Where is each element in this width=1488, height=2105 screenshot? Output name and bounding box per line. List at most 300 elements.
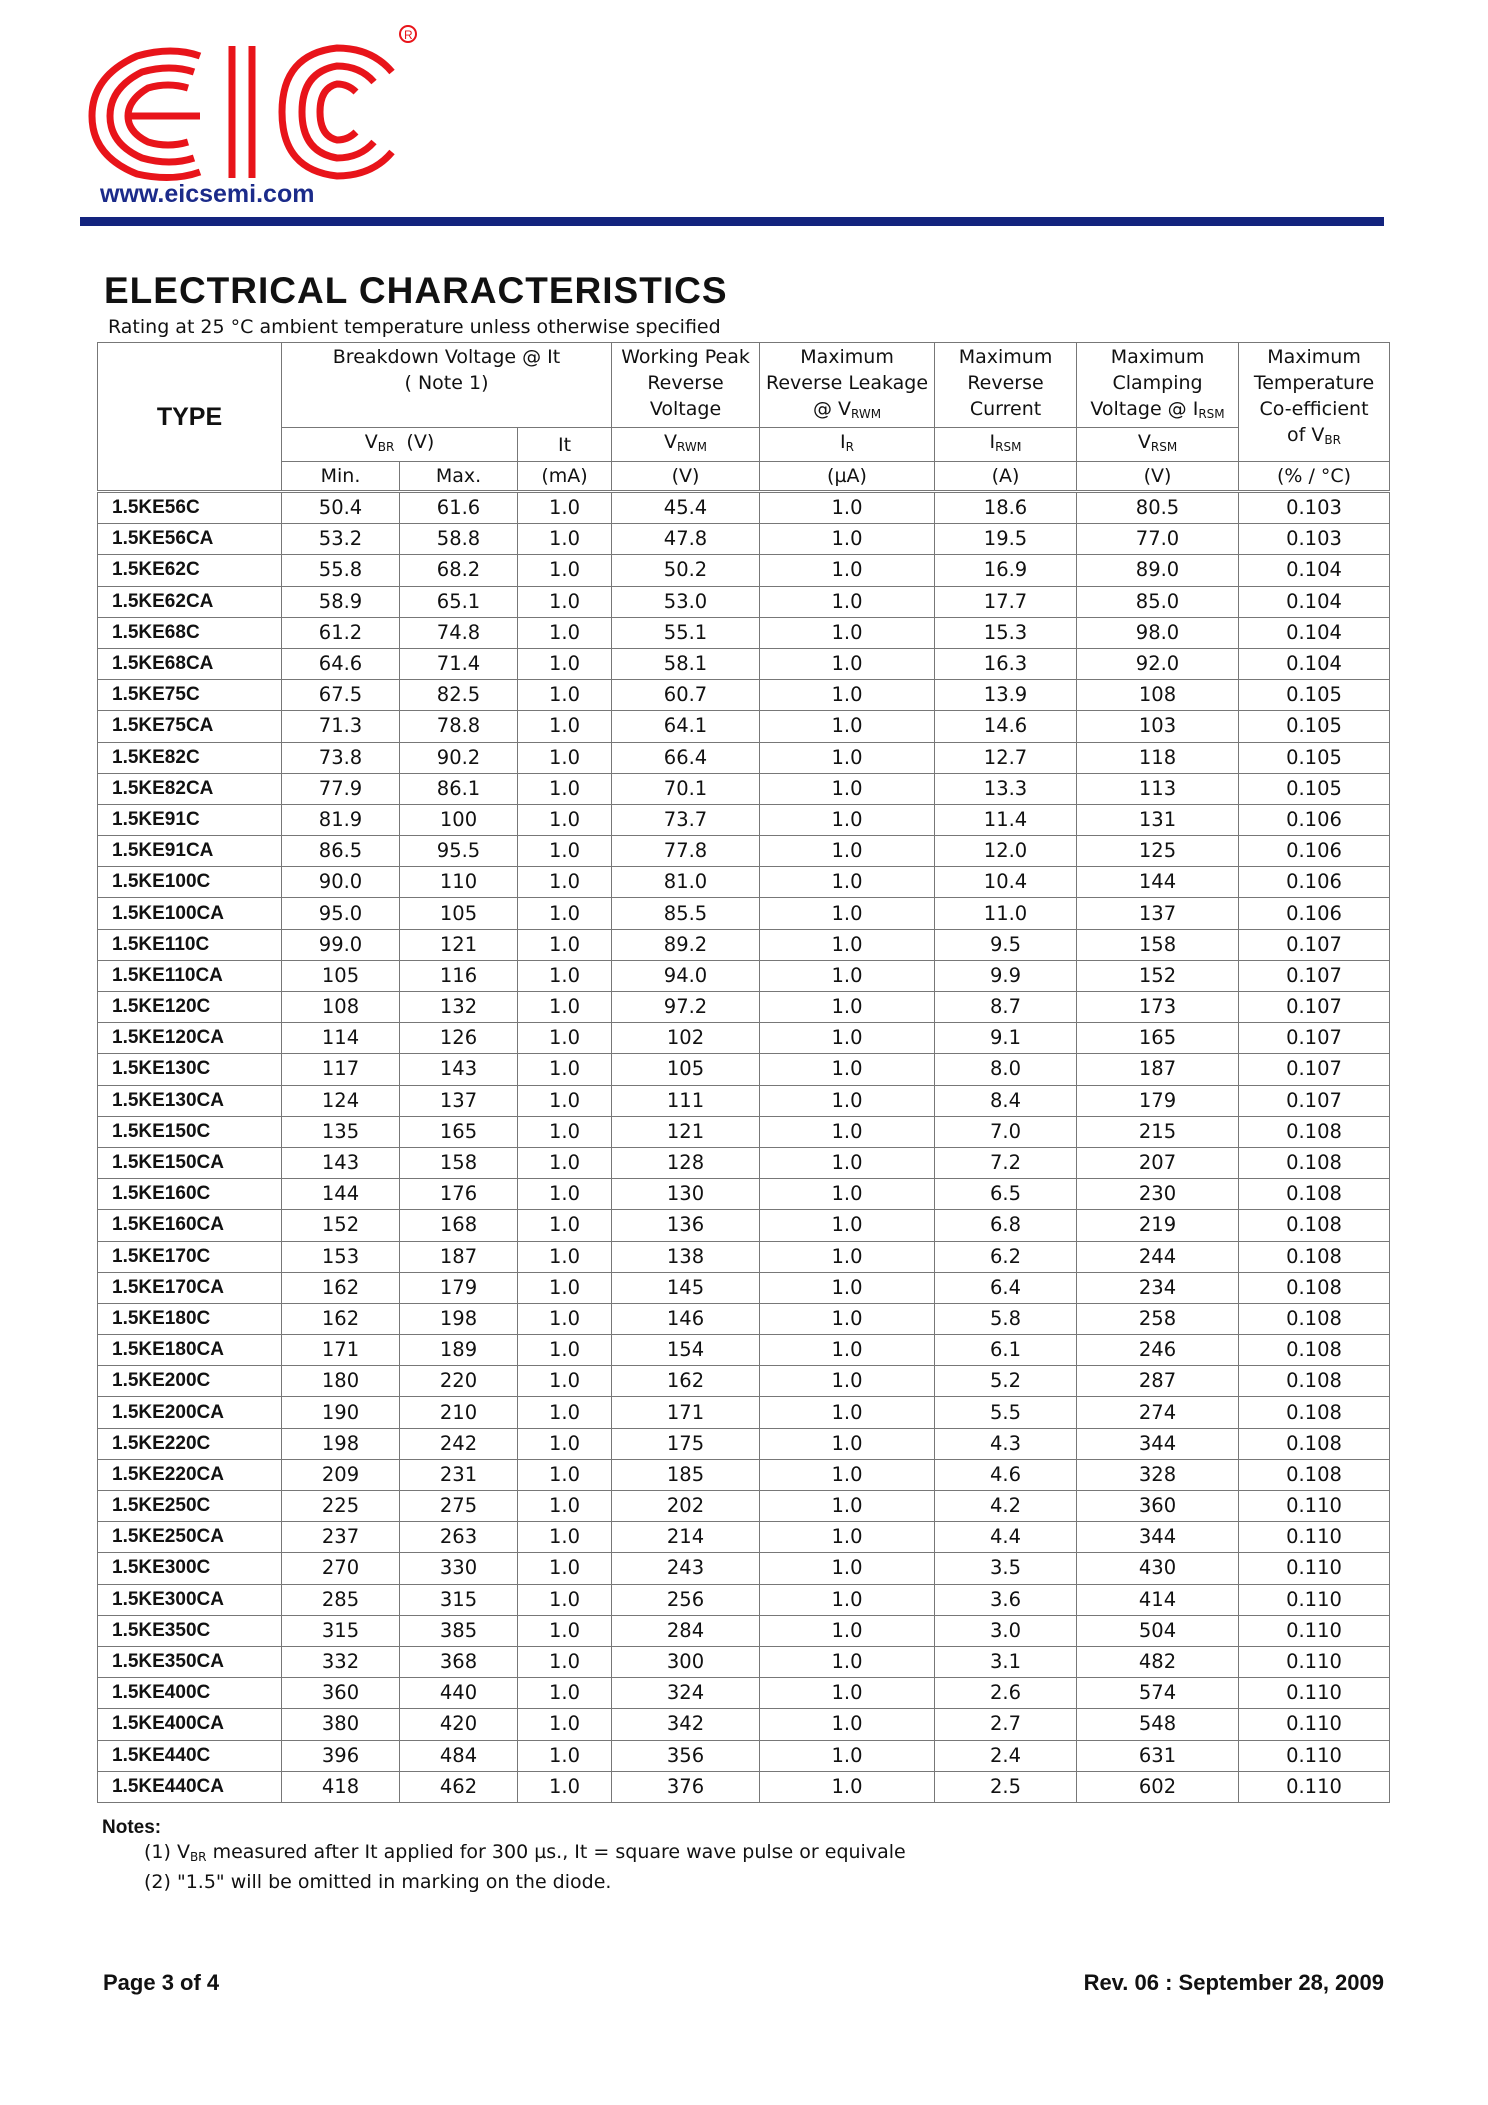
cell-it: 1.0	[518, 1428, 612, 1459]
cell-temp-coef: 0.104	[1239, 648, 1390, 679]
cell-vbr-max: 462	[400, 1771, 518, 1802]
table-header	[97, 342, 1390, 491]
cell-vbr-max: 110	[400, 867, 518, 898]
cell-ir: 1.0	[760, 617, 935, 648]
table-row	[98, 711, 1390, 742]
cell-vrsm: 360	[1077, 1491, 1239, 1522]
cell-vrwm: 66.4	[612, 742, 760, 773]
cell-ir: 1.0	[760, 1054, 935, 1085]
header-vrsm: $V_{RSM}$	[1077, 428, 1239, 462]
note-2: (2) "1.5" will be omitted in marking on the diode.	[144, 1871, 612, 1893]
cell-vbr-min: 77.9	[282, 773, 400, 804]
cell-irsm: 2.6	[935, 1678, 1077, 1709]
cell-vrsm: 215	[1077, 1116, 1239, 1147]
cell-it: 1.0	[518, 524, 612, 555]
cell-type: 1.5KE82CA	[98, 773, 282, 804]
page-title: ELECTRICAL CHARACTERISTICS	[104, 270, 728, 311]
cell-temp-coef: 0.108	[1239, 1397, 1390, 1428]
cell-vbr-min: 237	[282, 1522, 400, 1553]
cell-irsm: 4.3	[935, 1428, 1077, 1459]
table-row	[98, 1179, 1390, 1210]
table-row	[98, 742, 1390, 773]
cell-type: 1.5KE250C	[98, 1491, 282, 1522]
header-leakage-line2: Reverse Leakage	[765, 372, 929, 394]
cell-vrsm: 631	[1077, 1740, 1239, 1771]
cell-irsm: 2.4	[935, 1740, 1077, 1771]
header-unit-ma: (mA)	[518, 462, 612, 491]
cell-it: 1.0	[518, 1272, 612, 1303]
cell-ir: 1.0	[760, 929, 935, 960]
cell-temp-coef: 0.110	[1239, 1771, 1390, 1802]
table-row	[98, 493, 1390, 524]
cell-it: 1.0	[518, 1522, 612, 1553]
cell-vbr-max: 65.1	[400, 586, 518, 617]
cell-vrwm: 85.5	[612, 898, 760, 929]
cell-vbr-min: 270	[282, 1553, 400, 1584]
cell-it: 1.0	[518, 648, 612, 679]
cell-temp-coef: 0.104	[1239, 586, 1390, 617]
header-max: Max.	[400, 462, 518, 491]
cell-type: 1.5KE100C	[98, 867, 282, 898]
header-ir: $I_R$	[760, 428, 935, 462]
cell-temp-coef: 0.105	[1239, 773, 1390, 804]
cell-it: 1.0	[518, 1054, 612, 1085]
cell-vrsm: 152	[1077, 960, 1239, 991]
cell-vbr-min: 190	[282, 1397, 400, 1428]
cell-vbr-min: 108	[282, 992, 400, 1023]
cell-it: 1.0	[518, 1210, 612, 1241]
cell-it: 1.0	[518, 929, 612, 960]
cell-vbr-max: 275	[400, 1491, 518, 1522]
cell-ir: 1.0	[760, 493, 935, 524]
cell-vrsm: 258	[1077, 1303, 1239, 1334]
cell-irsm: 16.9	[935, 555, 1077, 586]
notes-heading: Notes:	[102, 1817, 162, 1838]
table-row	[98, 1116, 1390, 1147]
table-row	[98, 1615, 1390, 1646]
cell-temp-coef: 0.108	[1239, 1335, 1390, 1366]
table-row	[98, 555, 1390, 586]
header-current-line1: Maximum	[958, 346, 1053, 368]
cell-vrwm: 138	[612, 1241, 760, 1272]
cell-vbr-min: 209	[282, 1459, 400, 1490]
table-row	[98, 960, 1390, 991]
cell-type: 1.5KE200C	[98, 1366, 282, 1397]
cell-irsm: 3.5	[935, 1553, 1077, 1584]
header-current-line2: Reverse	[967, 372, 1044, 394]
cell-irsm: 9.1	[935, 1023, 1077, 1054]
cell-type: 1.5KE75CA	[98, 711, 282, 742]
cell-irsm: 18.6	[935, 493, 1077, 524]
header-temp-line3: Co-efficient	[1259, 398, 1369, 420]
cell-vbr-min: 58.9	[282, 586, 400, 617]
cell-vbr-min: 315	[282, 1615, 400, 1646]
header-current	[935, 343, 1077, 428]
cell-vbr-max: 78.8	[400, 711, 518, 742]
note-1: (1) $V_{BR}$ measured after It applied for 300 µs., It = square wave pulse or equivale	[144, 1841, 906, 1864]
header-breakdown-line2: ( Note 1)	[404, 372, 489, 394]
cell-temp-coef: 0.107	[1239, 960, 1390, 991]
cell-vrsm: 85.0	[1077, 586, 1239, 617]
cell-ir: 1.0	[760, 1646, 935, 1677]
cell-irsm: 9.5	[935, 929, 1077, 960]
cell-temp-coef: 0.105	[1239, 711, 1390, 742]
cell-ir: 1.0	[760, 960, 935, 991]
cell-type: 1.5KE170C	[98, 1241, 282, 1272]
cell-it: 1.0	[518, 1740, 612, 1771]
cell-type: 1.5KE440CA	[98, 1771, 282, 1802]
cell-vbr-max: 484	[400, 1740, 518, 1771]
cell-vrwm: 58.1	[612, 648, 760, 679]
cell-vbr-min: 180	[282, 1366, 400, 1397]
cell-vrsm: 103	[1077, 711, 1239, 742]
cell-vrwm: 214	[612, 1522, 760, 1553]
cell-temp-coef: 0.106	[1239, 836, 1390, 867]
cell-type: 1.5KE160C	[98, 1179, 282, 1210]
cell-vrwm: 342	[612, 1709, 760, 1740]
cell-vrsm: 158	[1077, 929, 1239, 960]
cell-type: 1.5KE120CA	[98, 1023, 282, 1054]
cell-vbr-min: 71.3	[282, 711, 400, 742]
cell-it: 1.0	[518, 617, 612, 648]
cell-vrwm: 128	[612, 1147, 760, 1178]
cell-irsm: 6.4	[935, 1272, 1077, 1303]
cell-vrsm: 173	[1077, 992, 1239, 1023]
header-leakage	[760, 343, 935, 428]
cell-type: 1.5KE150CA	[98, 1147, 282, 1178]
cell-vbr-min: 143	[282, 1147, 400, 1178]
cell-vbr-max: 220	[400, 1366, 518, 1397]
cell-vrwm: 171	[612, 1397, 760, 1428]
cell-irsm: 16.3	[935, 648, 1077, 679]
cell-irsm: 3.6	[935, 1584, 1077, 1615]
cell-vrwm: 97.2	[612, 992, 760, 1023]
header-it: It	[518, 428, 612, 462]
cell-temp-coef: 0.105	[1239, 742, 1390, 773]
cell-vbr-max: 187	[400, 1241, 518, 1272]
header-working	[612, 343, 760, 428]
cell-vbr-max: 165	[400, 1116, 518, 1147]
cell-irsm: 7.0	[935, 1116, 1077, 1147]
cell-it: 1.0	[518, 1116, 612, 1147]
table-row	[98, 1709, 1390, 1740]
cell-it: 1.0	[518, 1366, 612, 1397]
cell-temp-coef: 0.103	[1239, 524, 1390, 555]
table-row	[98, 1335, 1390, 1366]
cell-temp-coef: 0.107	[1239, 1054, 1390, 1085]
cell-it: 1.0	[518, 680, 612, 711]
cell-temp-coef: 0.107	[1239, 992, 1390, 1023]
table-row	[98, 1366, 1390, 1397]
cell-irsm: 7.2	[935, 1147, 1077, 1178]
header-clamp-line2: Clamping	[1112, 372, 1203, 394]
cell-vbr-max: 74.8	[400, 617, 518, 648]
cell-irsm: 4.4	[935, 1522, 1077, 1553]
cell-vbr-max: 176	[400, 1179, 518, 1210]
cell-temp-coef: 0.110	[1239, 1491, 1390, 1522]
cell-type: 1.5KE250CA	[98, 1522, 282, 1553]
cell-ir: 1.0	[760, 1709, 935, 1740]
cell-irsm: 5.8	[935, 1303, 1077, 1334]
website-link[interactable]: www.eicsemi.com	[100, 180, 315, 208]
cell-ir: 1.0	[760, 1116, 935, 1147]
cell-it: 1.0	[518, 804, 612, 835]
eic-logo	[82, 16, 422, 186]
cell-vbr-min: 153	[282, 1241, 400, 1272]
cell-vrsm: 207	[1077, 1147, 1239, 1178]
table-row	[98, 1272, 1390, 1303]
cell-vrwm: 77.8	[612, 836, 760, 867]
cell-ir: 1.0	[760, 1023, 935, 1054]
cell-irsm: 12.7	[935, 742, 1077, 773]
cell-temp-coef: 0.110	[1239, 1646, 1390, 1677]
cell-ir: 1.0	[760, 586, 935, 617]
cell-type: 1.5KE91CA	[98, 836, 282, 867]
cell-type: 1.5KE200CA	[98, 1397, 282, 1428]
cell-irsm: 3.1	[935, 1646, 1077, 1677]
cell-vbr-max: 330	[400, 1553, 518, 1584]
table-row	[98, 1210, 1390, 1241]
cell-temp-coef: 0.106	[1239, 898, 1390, 929]
cell-temp-coef: 0.104	[1239, 555, 1390, 586]
cell-ir: 1.0	[760, 1147, 935, 1178]
cell-ir: 1.0	[760, 1272, 935, 1303]
header-clamp	[1077, 343, 1239, 428]
cell-vrsm: 234	[1077, 1272, 1239, 1303]
cell-vrsm: 137	[1077, 898, 1239, 929]
cell-vrsm: 219	[1077, 1210, 1239, 1241]
cell-type: 1.5KE400C	[98, 1678, 282, 1709]
cell-vrwm: 64.1	[612, 711, 760, 742]
table-row	[98, 1459, 1390, 1490]
cell-type: 1.5KE160CA	[98, 1210, 282, 1241]
cell-vbr-min: 225	[282, 1491, 400, 1522]
table-row	[98, 1491, 1390, 1522]
cell-ir: 1.0	[760, 680, 935, 711]
cell-vrsm: 89.0	[1077, 555, 1239, 586]
cell-ir: 1.0	[760, 1241, 935, 1272]
cell-vbr-max: 440	[400, 1678, 518, 1709]
cell-vbr-min: 135	[282, 1116, 400, 1147]
cell-ir: 1.0	[760, 1085, 935, 1116]
table-row	[98, 1522, 1390, 1553]
table-row	[98, 1023, 1390, 1054]
cell-vrwm: 175	[612, 1428, 760, 1459]
cell-vbr-max: 121	[400, 929, 518, 960]
cell-ir: 1.0	[760, 898, 935, 929]
cell-vbr-min: 55.8	[282, 555, 400, 586]
table-row	[98, 1085, 1390, 1116]
table-row	[98, 524, 1390, 555]
header-working-line2: Reverse	[647, 372, 724, 394]
cell-vbr-min: 144	[282, 1179, 400, 1210]
cell-ir: 1.0	[760, 867, 935, 898]
cell-vrsm: 187	[1077, 1054, 1239, 1085]
cell-ir: 1.0	[760, 742, 935, 773]
cell-vbr-min: 285	[282, 1584, 400, 1615]
cell-vbr-min: 67.5	[282, 680, 400, 711]
cell-it: 1.0	[518, 773, 612, 804]
cell-type: 1.5KE350C	[98, 1615, 282, 1646]
cell-temp-coef: 0.108	[1239, 1366, 1390, 1397]
notes-section	[102, 1815, 906, 1895]
header-leakage-line1: Maximum	[800, 346, 894, 368]
cell-it: 1.0	[518, 1553, 612, 1584]
header-type: TYPE	[98, 343, 282, 491]
cell-vrwm: 50.2	[612, 555, 760, 586]
cell-type: 1.5KE400CA	[98, 1709, 282, 1740]
cell-irsm: 4.2	[935, 1491, 1077, 1522]
cell-type: 1.5KE62C	[98, 555, 282, 586]
cell-temp-coef: 0.107	[1239, 1023, 1390, 1054]
cell-ir: 1.0	[760, 524, 935, 555]
cell-type: 1.5KE220C	[98, 1428, 282, 1459]
cell-type: 1.5KE170CA	[98, 1272, 282, 1303]
cell-vbr-max: 132	[400, 992, 518, 1023]
cell-irsm: 15.3	[935, 617, 1077, 648]
cell-ir: 1.0	[760, 711, 935, 742]
cell-ir: 1.0	[760, 1584, 935, 1615]
cell-ir: 1.0	[760, 1553, 935, 1584]
cell-vrsm: 344	[1077, 1522, 1239, 1553]
cell-ir: 1.0	[760, 1335, 935, 1366]
header-unit-v2: (V)	[1077, 462, 1239, 491]
header-irsm: $I_{RSM}$	[935, 428, 1077, 462]
header-clamp-line3: Voltage @ $I_{RSM}$	[1090, 398, 1225, 421]
cell-it: 1.0	[518, 1179, 612, 1210]
table-row	[98, 1241, 1390, 1272]
cell-irsm: 11.0	[935, 898, 1077, 929]
cell-vbr-max: 315	[400, 1584, 518, 1615]
cell-temp-coef: 0.108	[1239, 1459, 1390, 1490]
cell-it: 1.0	[518, 867, 612, 898]
cell-vbr-min: 81.9	[282, 804, 400, 835]
cell-ir: 1.0	[760, 1615, 935, 1646]
cell-it: 1.0	[518, 836, 612, 867]
cell-vrwm: 136	[612, 1210, 760, 1241]
cell-vbr-max: 105	[400, 898, 518, 929]
cell-type: 1.5KE100CA	[98, 898, 282, 929]
header-rule	[80, 217, 1384, 226]
table-row	[98, 648, 1390, 679]
cell-vrwm: 130	[612, 1179, 760, 1210]
table-row	[98, 1584, 1390, 1615]
cell-type: 1.5KE68CA	[98, 648, 282, 679]
characteristics-table	[97, 492, 1390, 1803]
cell-type: 1.5KE68C	[98, 617, 282, 648]
cell-it: 1.0	[518, 1709, 612, 1740]
cell-temp-coef: 0.108	[1239, 1303, 1390, 1334]
cell-vbr-min: 360	[282, 1678, 400, 1709]
cell-vbr-min: 95.0	[282, 898, 400, 929]
cell-vrsm: 125	[1077, 836, 1239, 867]
cell-vrsm: 144	[1077, 867, 1239, 898]
cell-temp-coef: 0.107	[1239, 929, 1390, 960]
cell-vrwm: 256	[612, 1584, 760, 1615]
header-working-line3: Voltage	[649, 398, 722, 420]
cell-vrsm: 482	[1077, 1646, 1239, 1677]
cell-vbr-min: 152	[282, 1210, 400, 1241]
header-unit-ua: (µA)	[760, 462, 935, 491]
cell-vrwm: 70.1	[612, 773, 760, 804]
cell-irsm: 6.5	[935, 1179, 1077, 1210]
cell-temp-coef: 0.107	[1239, 1085, 1390, 1116]
cell-it: 1.0	[518, 1646, 612, 1677]
cell-it: 1.0	[518, 1459, 612, 1490]
cell-it: 1.0	[518, 1241, 612, 1272]
cell-it: 1.0	[518, 1335, 612, 1366]
cell-vrwm: 102	[612, 1023, 760, 1054]
page-subtitle: Rating at 25 °C ambient temperature unless otherwise specified	[108, 316, 721, 338]
cell-vbr-min: 198	[282, 1428, 400, 1459]
cell-type: 1.5KE75C	[98, 680, 282, 711]
cell-vbr-min: 380	[282, 1709, 400, 1740]
cell-ir: 1.0	[760, 555, 935, 586]
cell-vrsm: 244	[1077, 1241, 1239, 1272]
cell-ir: 1.0	[760, 1459, 935, 1490]
cell-ir: 1.0	[760, 1771, 935, 1802]
cell-vrwm: 47.8	[612, 524, 760, 555]
cell-vrsm: 230	[1077, 1179, 1239, 1210]
cell-vrwm: 324	[612, 1678, 760, 1709]
cell-vrwm: 45.4	[612, 493, 760, 524]
table-row	[98, 1646, 1390, 1677]
cell-vbr-min: 53.2	[282, 524, 400, 555]
header-unit-a: (A)	[935, 462, 1077, 491]
cell-it: 1.0	[518, 1584, 612, 1615]
cell-temp-coef: 0.108	[1239, 1147, 1390, 1178]
table-row	[98, 929, 1390, 960]
cell-type: 1.5KE300CA	[98, 1584, 282, 1615]
cell-vrsm: 414	[1077, 1584, 1239, 1615]
cell-vbr-max: 168	[400, 1210, 518, 1241]
cell-type: 1.5KE150C	[98, 1116, 282, 1147]
cell-vbr-min: 418	[282, 1771, 400, 1802]
header-unit-pct: (% / °C)	[1239, 462, 1390, 491]
table-row	[98, 836, 1390, 867]
cell-vrsm: 179	[1077, 1085, 1239, 1116]
cell-ir: 1.0	[760, 1491, 935, 1522]
table-row	[98, 773, 1390, 804]
cell-type: 1.5KE56CA	[98, 524, 282, 555]
cell-vbr-max: 61.6	[400, 493, 518, 524]
header-breakdown-line1: Breakdown Voltage @ It	[332, 346, 561, 368]
cell-vrsm: 602	[1077, 1771, 1239, 1802]
header-working-line1: Working Peak	[621, 346, 750, 368]
cell-vrsm: 77.0	[1077, 524, 1239, 555]
cell-vbr-max: 198	[400, 1303, 518, 1334]
cell-vrsm: 98.0	[1077, 617, 1239, 648]
cell-vbr-max: 137	[400, 1085, 518, 1116]
cell-temp-coef: 0.105	[1239, 680, 1390, 711]
table-row	[98, 1771, 1390, 1802]
cell-irsm: 8.7	[935, 992, 1077, 1023]
cell-ir: 1.0	[760, 836, 935, 867]
cell-vbr-min: 99.0	[282, 929, 400, 960]
cell-it: 1.0	[518, 1491, 612, 1522]
cell-type: 1.5KE110C	[98, 929, 282, 960]
cell-it: 1.0	[518, 586, 612, 617]
cell-vbr-max: 143	[400, 1054, 518, 1085]
header-clamp-line1: Maximum	[1110, 346, 1205, 368]
cell-vbr-min: 64.6	[282, 648, 400, 679]
cell-irsm: 6.2	[935, 1241, 1077, 1272]
cell-type: 1.5KE110CA	[98, 960, 282, 991]
cell-irsm: 2.7	[935, 1709, 1077, 1740]
cell-irsm: 11.4	[935, 804, 1077, 835]
table-row	[98, 1054, 1390, 1085]
cell-it: 1.0	[518, 898, 612, 929]
